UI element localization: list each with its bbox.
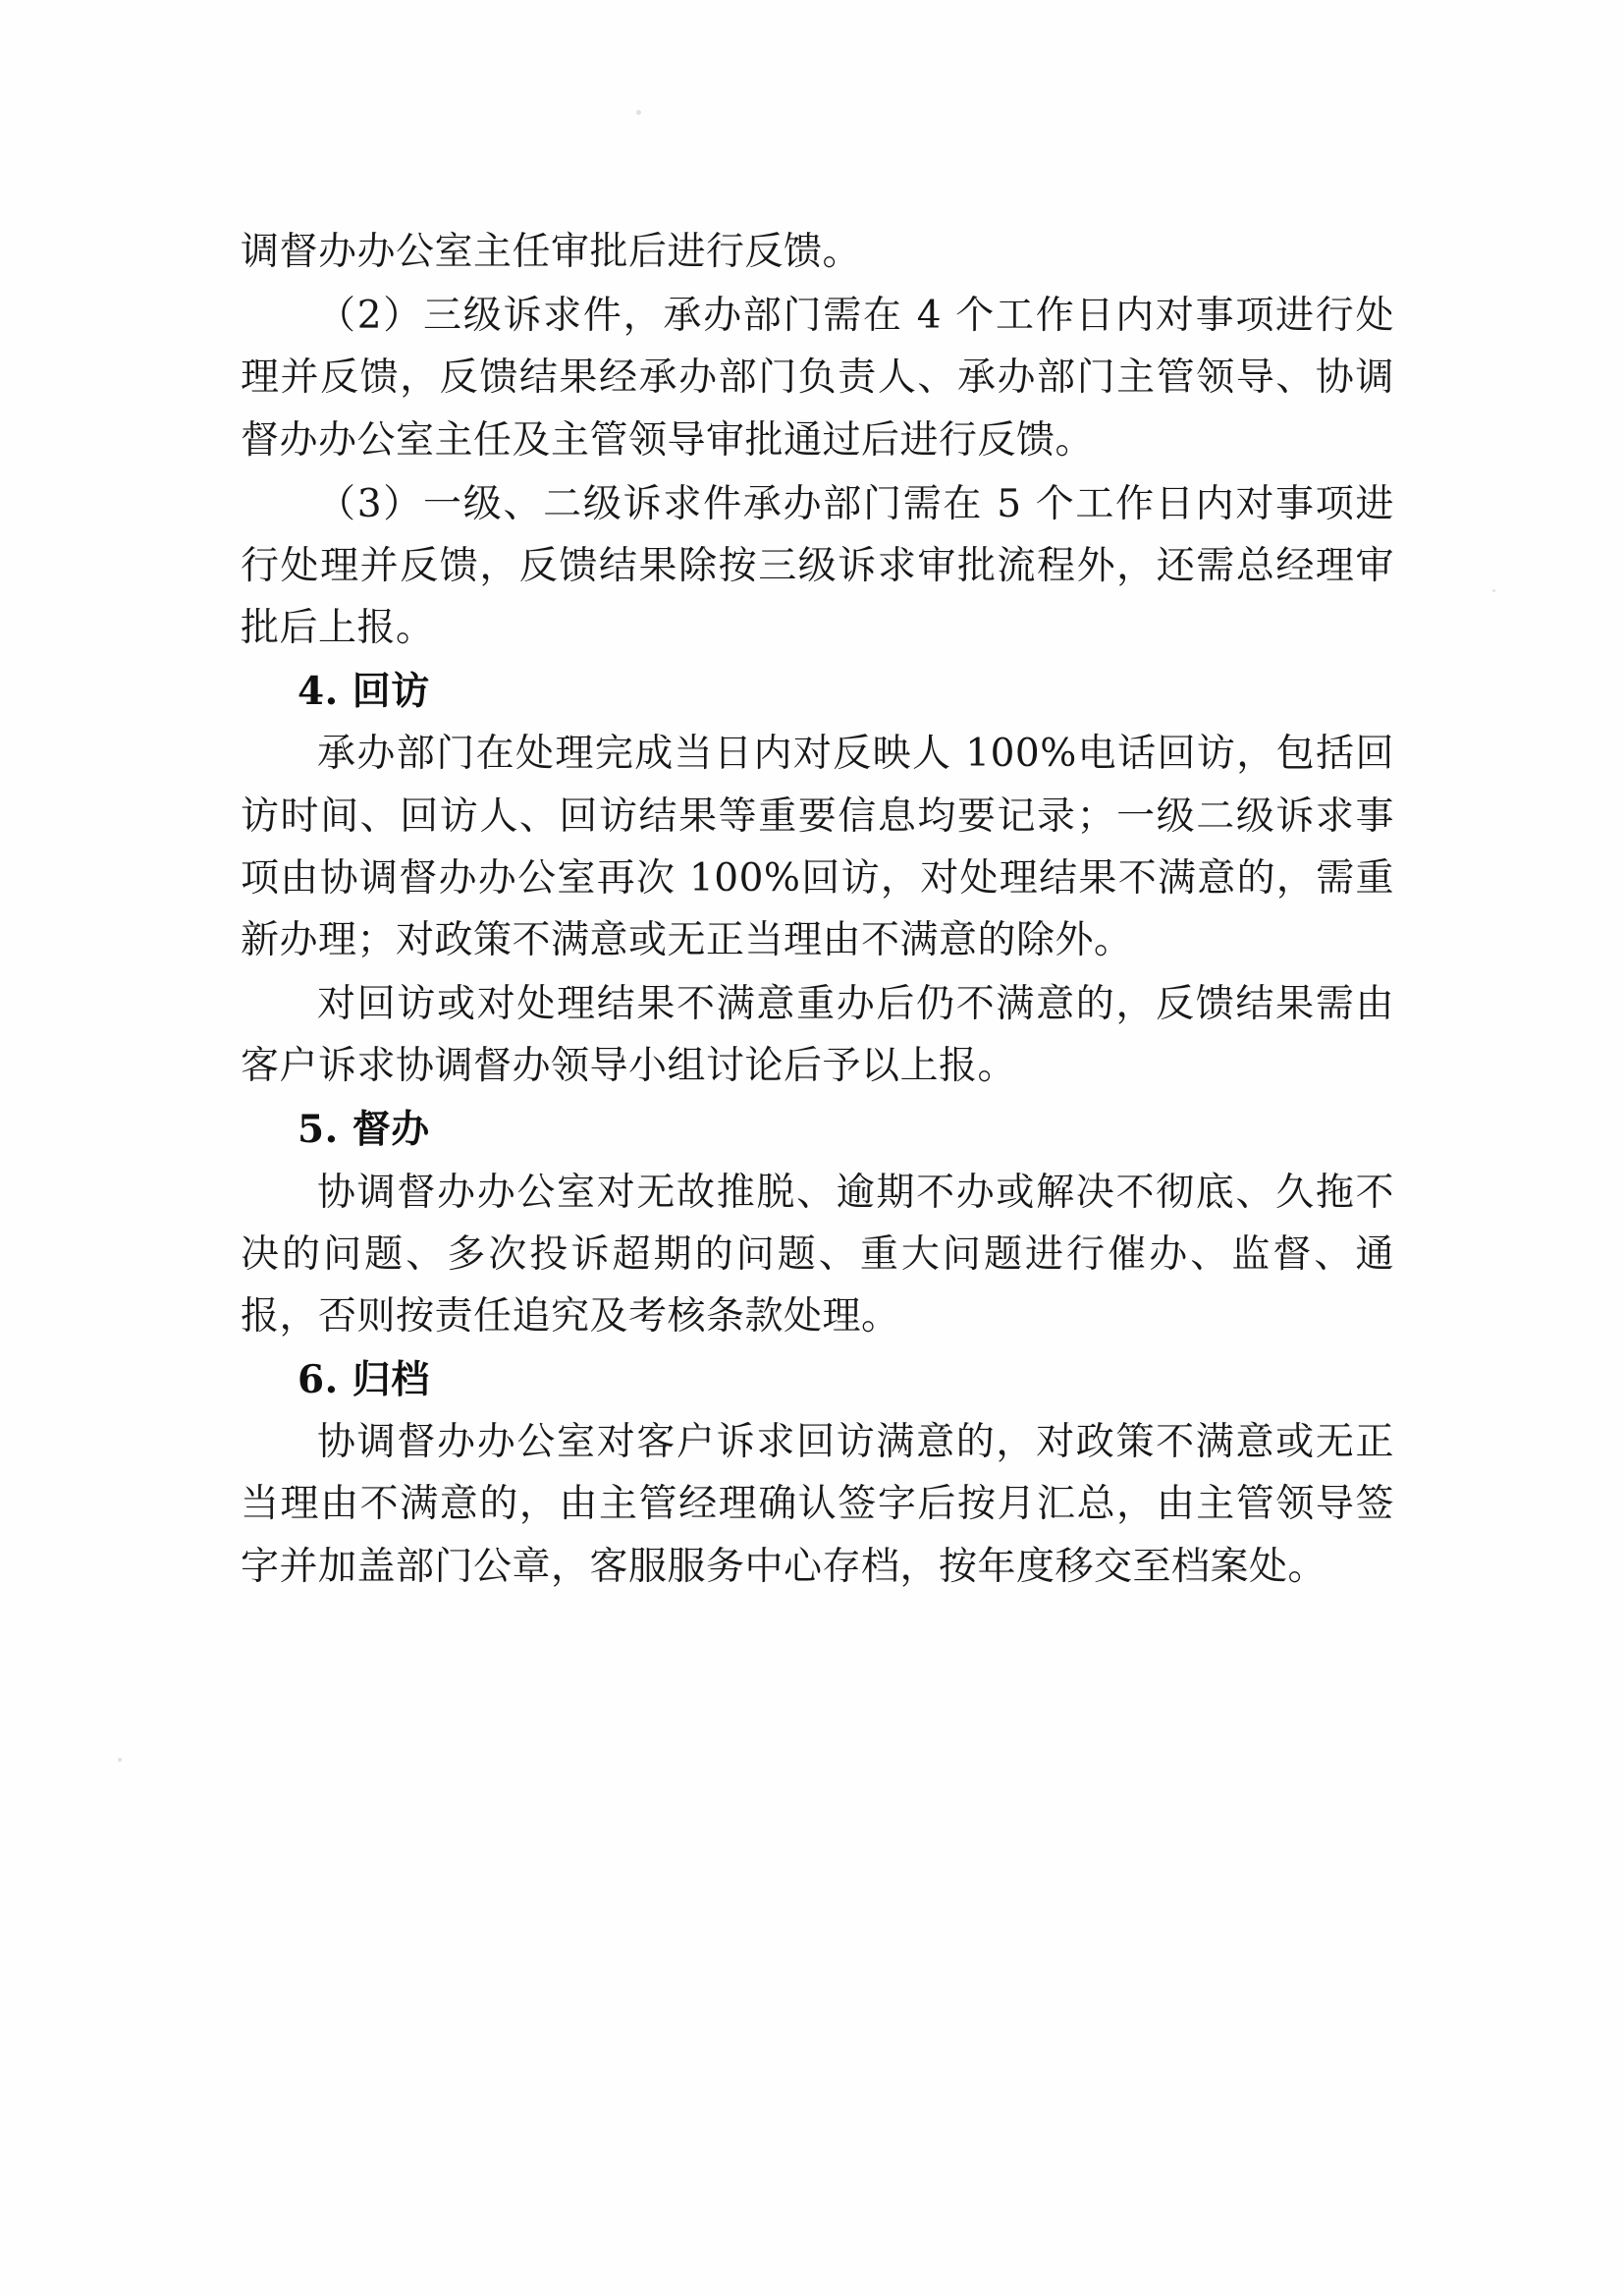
paragraph-5: 对回访或对处理结果不满意重办后仍不满意的，反馈结果需由客户诉求协调督办领导小组讨论后予以上报。 [241, 982, 1394, 1089]
section-heading-5: 5. 督办 [298, 1107, 430, 1153]
paragraph-6: 协调督办办公室对无故推脱、逾期不办或解决不彻底、久拖不决的问题、多次投诉超期的问题、重大问题进行催办、监督、通报，否则按责任追究及考核条款处理。 [241, 1170, 1394, 1339]
paragraph-3: （3）一级、二级诉求件承办部门需在 5 个工作日内对事项进行处理并反馈，反馈结果除按三级诉求审批流程外，还需总经理审批后上报。 [241, 481, 1394, 651]
paragraph-4: 承办部门在处理完成当日内对反映人 100%电话回访，包括回访时间、回访人、回访结果等重要信息均要记录；一级二级诉求事项由协调督办办公室再次 100%回访，对处理结果不满意的，需重新办理；对政策不满意或无正当理由不满意的除外。 [241, 732, 1394, 962]
document-body [241, 221, 1394, 1600]
section-heading-4: 4. 回访 [298, 669, 430, 715]
scan-speck [118, 1758, 122, 1762]
paragraph-7: 协调督办办公室对客户诉求回访满意的，对政策不满意或无正当理由不满意的，由主管经理确认签字后按月汇总，由主管领导签字并加盖部门公章，客服服务中心存档，按年度移交至档案处。 [241, 1420, 1394, 1589]
scan-speck [636, 110, 641, 115]
paragraph-2: （2）三级诉求件，承办部门需在 4 个工作日内对事项进行处理并反馈，反馈结果经承办部门负责人、承办部门主管领导、协调督办办公室主任及主管领导审批通过后进行反馈。 [241, 294, 1394, 463]
section-heading-6: 6. 归档 [298, 1357, 430, 1403]
scan-speck [1492, 589, 1495, 592]
paragraph-1: 调督办办公室主任审批后进行反馈。 [241, 230, 862, 274]
